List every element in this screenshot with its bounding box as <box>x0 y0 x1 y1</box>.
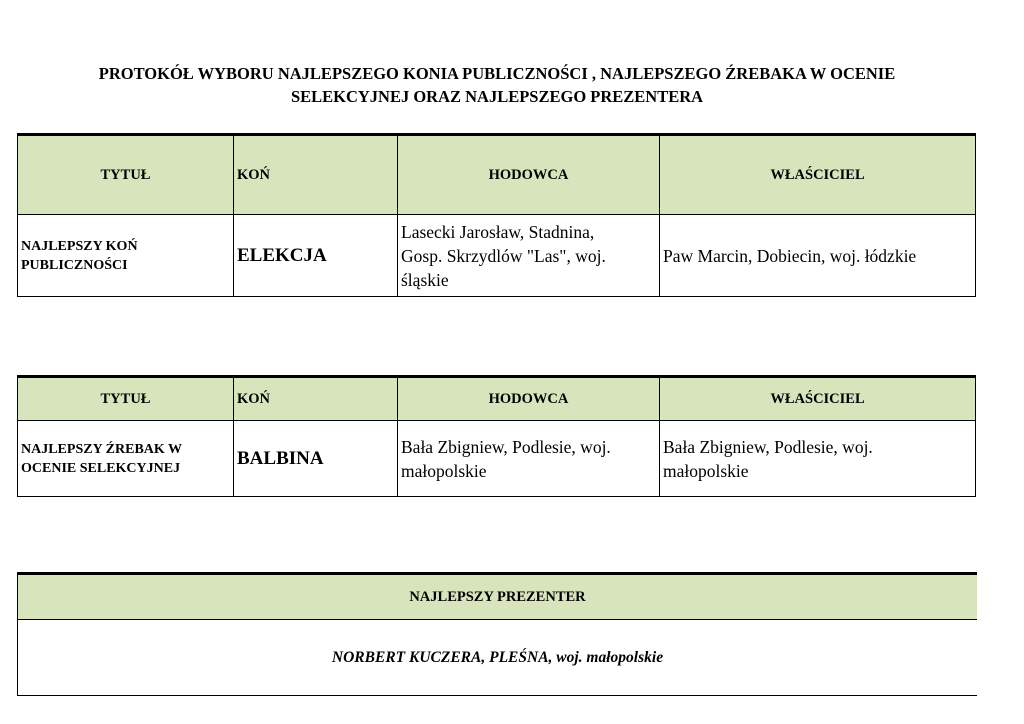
document-title-line-1: PROTOKÓŁ WYBORU NAJLEPSZEGO KONIA PUBLICZNOŚCI , NAJLEPSZEGO ŹREBAKA W OCENIE <box>98 64 896 83</box>
wlasciciel-line-1: Bała Zbigniew, Podlesie, woj. <box>663 436 873 457</box>
header-hodowca: HODOWCA <box>398 377 660 421</box>
header-wlasciciel: WŁAŚCICIEL <box>660 377 976 421</box>
tytul-line-1: NAJLEPSZY ŹREBAK W <box>21 441 183 457</box>
header-najlepszy-prezenter: NAJLEPSZY PREZENTER <box>18 574 978 620</box>
wlasciciel-line-2: małopolskie <box>663 460 749 481</box>
cell-wlasciciel: Paw Marcin, Dobiecin, woj. łódzkie <box>660 215 976 297</box>
cell-kon: ELEKCJA <box>234 215 398 297</box>
cell-tytul <box>18 215 234 297</box>
tytul-line-2: OCENIE SELEKCYJNEJ <box>21 460 181 476</box>
cell-hodowca <box>398 215 660 297</box>
tytul-line-1: NAJLEPSZY KOŃ <box>21 238 138 254</box>
document-title-line-2: SELEKCYJNEJ ORAZ NAJLEPSZEGO PREZENTERA <box>290 87 704 106</box>
header-tytul: TYTUŁ <box>18 377 234 421</box>
table-row <box>18 215 976 297</box>
hodowca-line-3: śląskie <box>401 269 449 290</box>
best-horse-audience-table <box>17 133 976 297</box>
header-wlasciciel: WŁAŚCICIEL <box>660 135 976 215</box>
table-header-row <box>18 574 978 620</box>
cell-tytul <box>18 421 234 497</box>
cell-presenter: NORBERT KUCZERA, PLEŚNA, woj. małopolskie <box>18 620 978 696</box>
best-foal-selection-table <box>17 375 976 497</box>
cell-hodowca <box>398 421 660 497</box>
tytul-line-2: PUBLICZNOŚCI <box>21 257 128 273</box>
header-kon: KOŃ <box>234 377 398 421</box>
header-tytul: TYTUŁ <box>18 135 234 215</box>
table-header-row <box>18 135 976 215</box>
header-hodowca: HODOWCA <box>398 135 660 215</box>
hodowca-line-2: Gosp. Skrzydlów "Las", woj. <box>401 245 606 266</box>
table-row <box>18 620 978 696</box>
table-row <box>18 421 976 497</box>
header-kon: KOŃ <box>234 135 398 215</box>
table-header-row <box>18 377 976 421</box>
cell-kon: BALBINA <box>234 421 398 497</box>
document-title <box>0 62 994 108</box>
best-presenter-table <box>17 572 977 696</box>
hodowca-line-1: Bała Zbigniew, Podlesie, woj. <box>401 436 611 457</box>
hodowca-line-2: małopolskie <box>401 460 487 481</box>
cell-wlasciciel <box>660 421 976 497</box>
hodowca-line-1: Lasecki Jarosław, Stadnina, <box>401 221 595 242</box>
